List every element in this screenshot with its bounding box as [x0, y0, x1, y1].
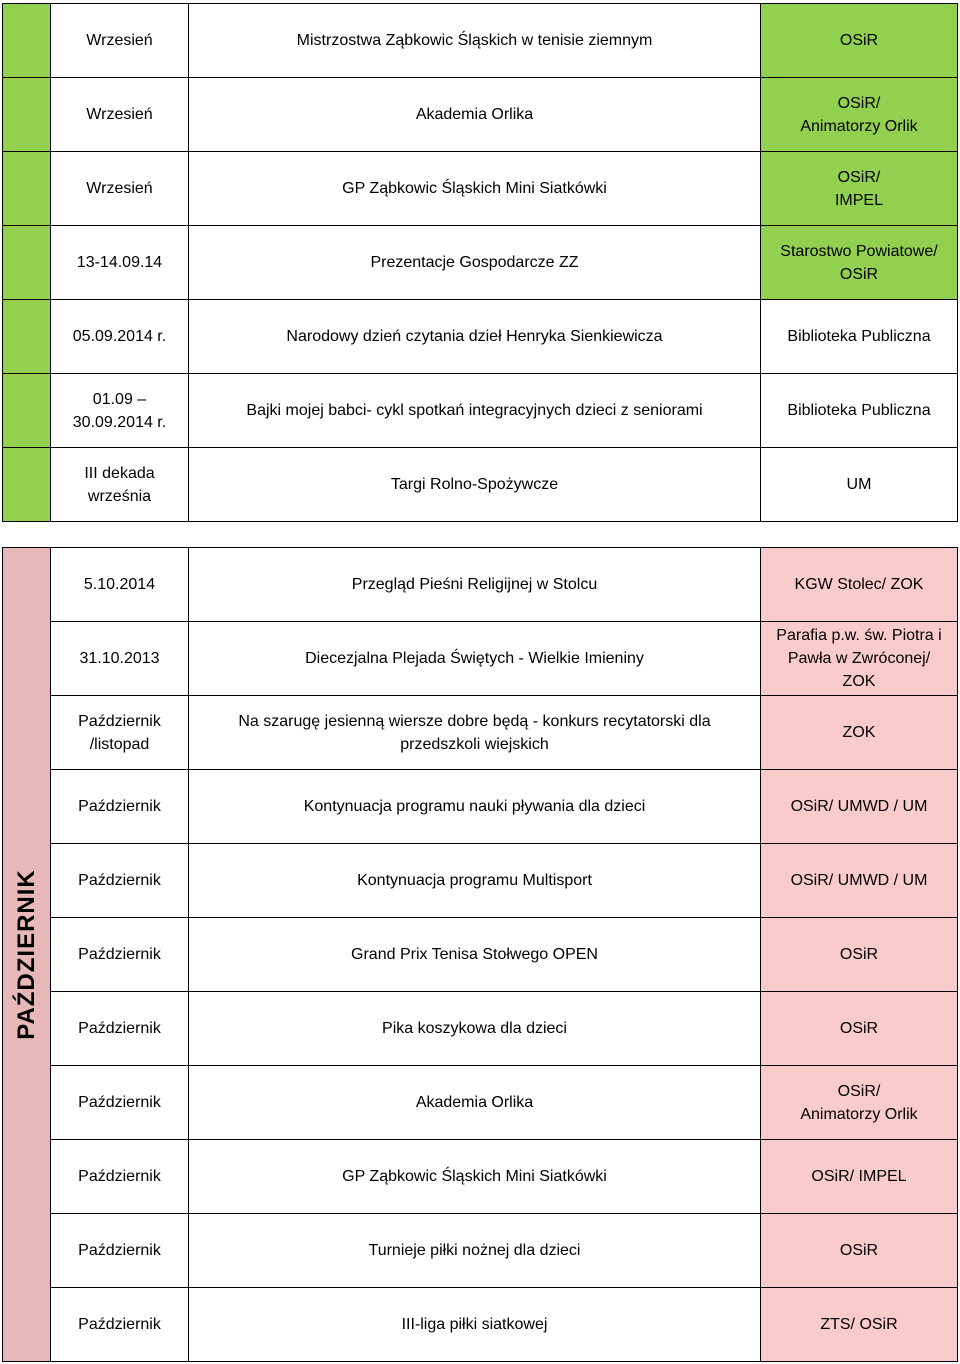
september-events-table: [2, 3, 958, 522]
event-date-cell: Październik: [51, 1066, 189, 1140]
event-date-cell: Wrzesień: [51, 4, 189, 78]
event-organizer-cell: OSiR/ UMWD / UM: [761, 770, 958, 844]
event-date-cell: Wrzesień: [51, 152, 189, 226]
event-name-cell: Kontynuacja programu nauki pływania dla dzieci: [189, 770, 761, 844]
october-events-table: [2, 547, 958, 1362]
october-event-row: [3, 770, 958, 844]
event-date-cell: Październik /listopad: [51, 696, 189, 770]
october-event-row: [3, 1288, 958, 1362]
event-name-cell: Akademia Orlika: [189, 78, 761, 152]
october-event-row: [3, 1214, 958, 1288]
october-event-row: [3, 992, 958, 1066]
month-color-strip: [3, 300, 51, 374]
october-event-row: [3, 1066, 958, 1140]
event-organizer-cell: OSiR/ UMWD / UM: [761, 844, 958, 918]
event-organizer-cell: OSiR/ Animatorzy Orlik: [761, 78, 958, 152]
month-color-strip: [3, 226, 51, 300]
event-organizer-cell: OSiR/ IMPEL: [761, 1140, 958, 1214]
event-name-cell: Mistrzostwa Ząbkowic Śląskich w tenisie ziemnym: [189, 4, 761, 78]
event-organizer-cell: KGW Stolec/ ZOK: [761, 548, 958, 622]
september-event-row: [3, 300, 958, 374]
event-name-cell: Bajki mojej babci- cykl spotkań integracyjnych dzieci z seniorami: [189, 374, 761, 448]
october-event-row: [3, 918, 958, 992]
october-event-row: [3, 548, 958, 622]
september-event-row: [3, 78, 958, 152]
event-name-cell: Targi Rolno-Spożywcze: [189, 448, 761, 522]
event-date-cell: 05.09.2014 r.: [51, 300, 189, 374]
event-name-cell: GP Ząbkowic Śląskich Mini Siatkówki: [189, 152, 761, 226]
event-date-cell: 13-14.09.14: [51, 226, 189, 300]
event-organizer-cell: OSiR: [761, 918, 958, 992]
event-name-cell: Prezentacje Gospodarcze ZZ: [189, 226, 761, 300]
september-event-row: [3, 4, 958, 78]
month-color-strip: [3, 448, 51, 522]
event-date-cell: Październik: [51, 992, 189, 1066]
october-event-row: [3, 696, 958, 770]
event-date-cell: Październik: [51, 1288, 189, 1362]
event-date-cell: Wrzesień: [51, 78, 189, 152]
event-organizer-cell: Parafia p.w. św. Piotra i Pawła w Zwróconej/ ZOK: [761, 622, 958, 696]
month-side-cell: [3, 548, 51, 1362]
september-event-row: [3, 448, 958, 522]
month-color-strip: [3, 4, 51, 78]
month-color-strip: [3, 78, 51, 152]
event-organizer-cell: UM: [761, 448, 958, 522]
event-organizer-cell: OSiR/ IMPEL: [761, 152, 958, 226]
event-name-cell: Przegląd Pieśni Religijnej w Stolcu: [189, 548, 761, 622]
month-label: PAŹDZIERNIK: [13, 869, 40, 1040]
event-organizer-cell: ZTS/ OSiR: [761, 1288, 958, 1362]
october-event-row: [3, 1140, 958, 1214]
september-event-row: [3, 374, 958, 448]
event-date-cell: III dekada września: [51, 448, 189, 522]
event-name-cell: Diecezjalna Plejada Świętych - Wielkie Imieniny: [189, 622, 761, 696]
event-date-cell: 5.10.2014: [51, 548, 189, 622]
event-name-cell: Akademia Orlika: [189, 1066, 761, 1140]
event-date-cell: Październik: [51, 918, 189, 992]
event-organizer-cell: OSiR/ Animatorzy Orlik: [761, 1066, 958, 1140]
event-organizer-cell: OSiR: [761, 1214, 958, 1288]
october-event-row: [3, 622, 958, 696]
event-organizer-cell: Biblioteka Publiczna: [761, 374, 958, 448]
month-color-strip: [3, 152, 51, 226]
event-date-cell: Październik: [51, 770, 189, 844]
month-color-strip: [3, 374, 51, 448]
september-event-row: [3, 152, 958, 226]
event-date-cell: Październik: [51, 1140, 189, 1214]
october-event-row: [3, 844, 958, 918]
event-name-cell: Kontynuacja programu Multisport: [189, 844, 761, 918]
event-name-cell: III-liga piłki siatkowej: [189, 1288, 761, 1362]
event-date-cell: 31.10.2013: [51, 622, 189, 696]
event-organizer-cell: Biblioteka Publiczna: [761, 300, 958, 374]
event-name-cell: Grand Prix Tenisa Stołwego OPEN: [189, 918, 761, 992]
event-name-cell: Pika koszykowa dla dzieci: [189, 992, 761, 1066]
event-name-cell: GP Ząbkowic Śląskich Mini Siatkówki: [189, 1140, 761, 1214]
event-organizer-cell: OSiR: [761, 992, 958, 1066]
event-name-cell: Na szarugę jesienną wiersze dobre będą - konkurs recytatorski dla przedszkoli wiejskich: [189, 696, 761, 770]
event-name-cell: Turnieje piłki nożnej dla dzieci: [189, 1214, 761, 1288]
event-organizer-cell: Starostwo Powiatowe/ OSiR: [761, 226, 958, 300]
event-date-cell: Październik: [51, 1214, 189, 1288]
event-organizer-cell: OSiR: [761, 4, 958, 78]
event-date-cell: 01.09 – 30.09.2014 r.: [51, 374, 189, 448]
event-date-cell: Październik: [51, 844, 189, 918]
event-organizer-cell: ZOK: [761, 696, 958, 770]
event-name-cell: Narodowy dzień czytania dzieł Henryka Sienkiewicza: [189, 300, 761, 374]
september-event-row: [3, 226, 958, 300]
